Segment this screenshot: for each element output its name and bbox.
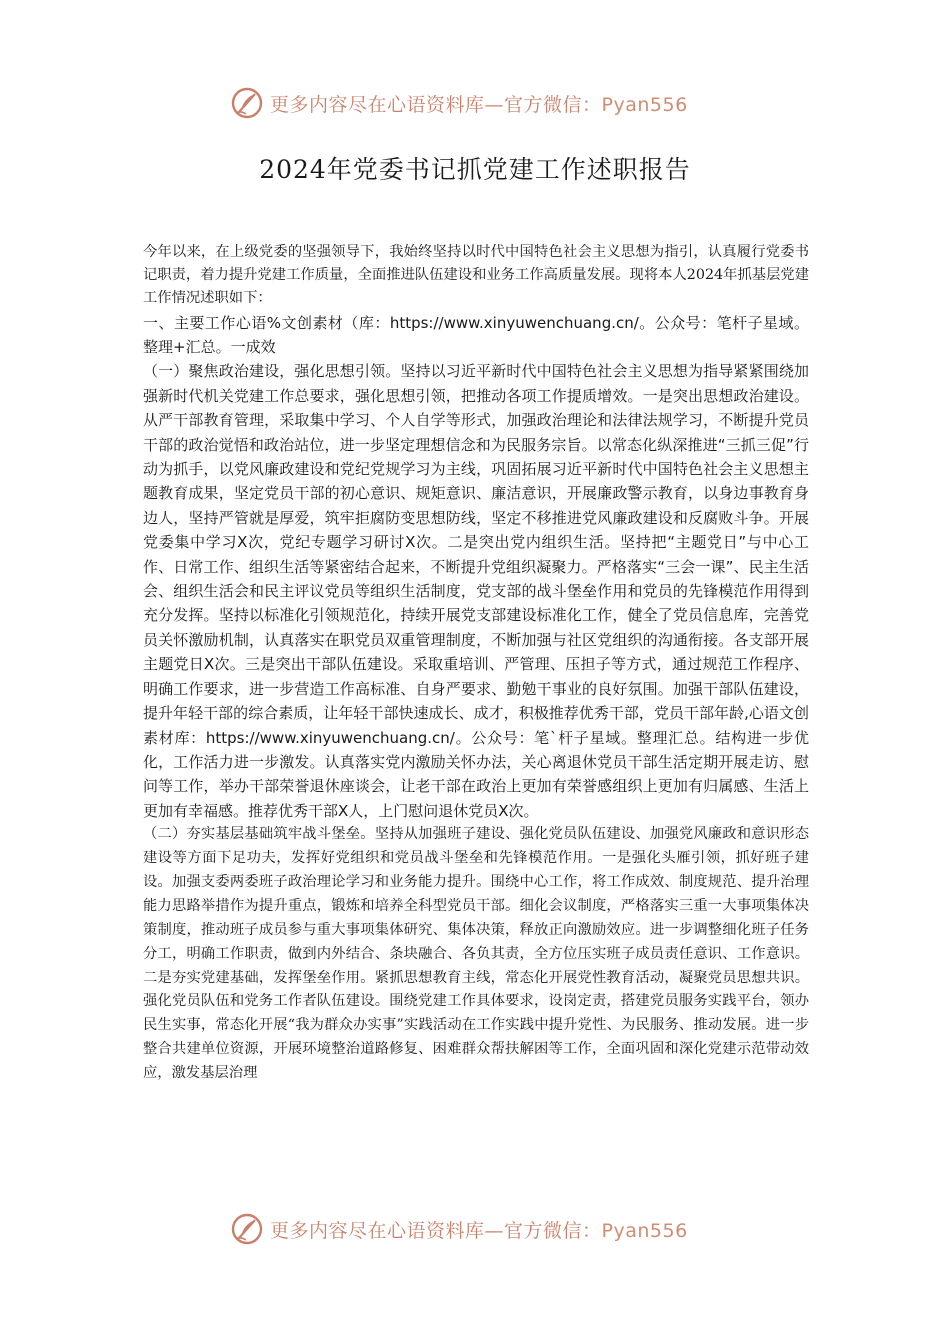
section-political-construction: （一）聚焦政治建设，强化思想引领。坚持以习近平新时代中国特色社会主义思想为指导紧紧围绕加强新时代机关党建工作总要求，强化思想引领，把推动各项工作提质增效。一是突出思想政治建设。从严干部教育管理，采取集中学习、个人自学等形式，加强政治理论和法律法规学习，不断提升党员干部的政治觉悟和政治站位，进一步坚定理想信念和为民服务宗旨。以常态化纵深推进“三抓三促”行动为抓手，以党风廉政建设和党纪党规学习为主线，巩固拓展习近平新时代中国特色社会主义思想主题教育成果，坚定党员干部的初心意识、规矩意识、廉洁意识，开展廉政警示教育，以身边事教育身边人，坚持严管就是厚爱，筑牢拒腐防变思想防线，坚定不移推进党风廉政建设和反腐败斗争。开展党委集中学习X次，党纪专题学习研讨X次。二是突出党内组织生活。坚持把“主题党日”与中心工作、日常工作、组织生活等紧密结合起来，不断提升党组织凝聚力。严格落实“三会一课”、民主生活会、组织生活会和民主评议党员等组织生活制度，党支部的战斗堡垒作用和党员的先锋模范作用得到充分发挥。坚持以标准化引领规范化，持续开展党支部建设标准化工作，健全了党员信息库，完善党员关怀激励机制，认真落实在职党员双重管理制度，不断加强与社区党组织的沟通衔接。各支部开展主题党日X次。三是突出干部队伍建设。采取重培训、严管理、压担子等方式，通过规范工作程序、明确工作要求，进一步营造工作高标准、自身严要求、勤勉干事业的良好氛围。加强干部队伍建设，提升年轻干部的综合素质，让年轻干部快速成长、成才，积极推荐优秀干部，党员干部年龄,心语文创素材库：https://www.xinyuwenchuang.cn/。公众号：笔`杆子星域。整理汇总。结构进一步优化，工作活力进一步激发。认真落实党内激励关怀办法，关心离退休党员干部生活定期开展走访、慰问等工作，举办干部荣誉退休座谈会，让老干部在政治上更加有荣誉感组织上更加有归属感、生活上更加有幸福感。推荐优秀干部X人，上门慰问退休党员X次。 bbox=[143, 362, 809, 820]
quill-logo-icon bbox=[230, 86, 264, 120]
document-title: 2024年党委书记抓党建工作述职报告 bbox=[259, 155, 691, 184]
watermark-handle: Pyan556 bbox=[601, 1219, 688, 1242]
watermark-text: 更多内容尽在心语资料库—官方微信：Pyan556 bbox=[270, 1219, 688, 1242]
watermark-text: 更多内容尽在心语资料库—官方微信：Pyan556 bbox=[270, 93, 688, 116]
watermark-footer bbox=[230, 1210, 720, 1248]
quill-logo-icon bbox=[230, 1212, 264, 1246]
section-grassroots-foundation: （二）夯实基层基础筑牢战斗堡垒。坚持从加强班子建设、强化党员队伍建设、加强党风廉政和意识形态建设等方面下足功夫，发挥好党组织和党员战斗堡垒和先锋模范作用。一是强化头雁引领，抓好班子建设。加强支委两委班子政治理论学习和业务能力提升。围绕中心工作，将工作成效、制度规范、提升治理能力思路举措作为提升重点，锻炼和培养全科型党员干部。细化会议制度，严格落实三重一大事项集体决策制度，推动班子成员参与重大事项集体研究、集体决策，释放正向激励效应。进一步调整细化班子任务分工，明确工作职责，做到内外结合、条块融合、各负其责，全方位压实班子成员责任意识、工作意识。二是夯实党建基础，发挥堡垒作用。紧抓思想教育主线，常态化开展党性教育活动，凝聚党员思想共识。强化党员队伍和党务工作者队伍建设。围绕党建工作具体要求，设岗定责，搭建党员服务实践平台，领办民生实事，常态化开展“我为群众办实事”实践活动在工作实践中提升党性、为民服务、推动发展。进一步整合共建单位资源，开展环境整治道路修复、困难群众帮扶解困等工作，全面巩固和深化党建示范带动效应，激发基层治理 bbox=[143, 826, 809, 1082]
intro-paragraph: 今年以来，在上级党委的坚强领导下，我始终坚持以时代中国特色社会主义思想为指引，认真履行党委书记职责，着力提升党建工作质量，全面推进队伍建设和业务工作高质量发展。现将本人2024年抓基层党建工作情况述职如下： bbox=[143, 244, 809, 307]
heading-main-achievements: 一、主要工作心语%文创素材（库：https://www.xinyuwenchuang.cn/。公众号：笔杆子星域。整理+汇总。一成效 bbox=[143, 313, 809, 357]
document-body bbox=[143, 241, 809, 1086]
watermark-handle: Pyan556 bbox=[601, 93, 688, 116]
watermark-header bbox=[230, 84, 720, 122]
